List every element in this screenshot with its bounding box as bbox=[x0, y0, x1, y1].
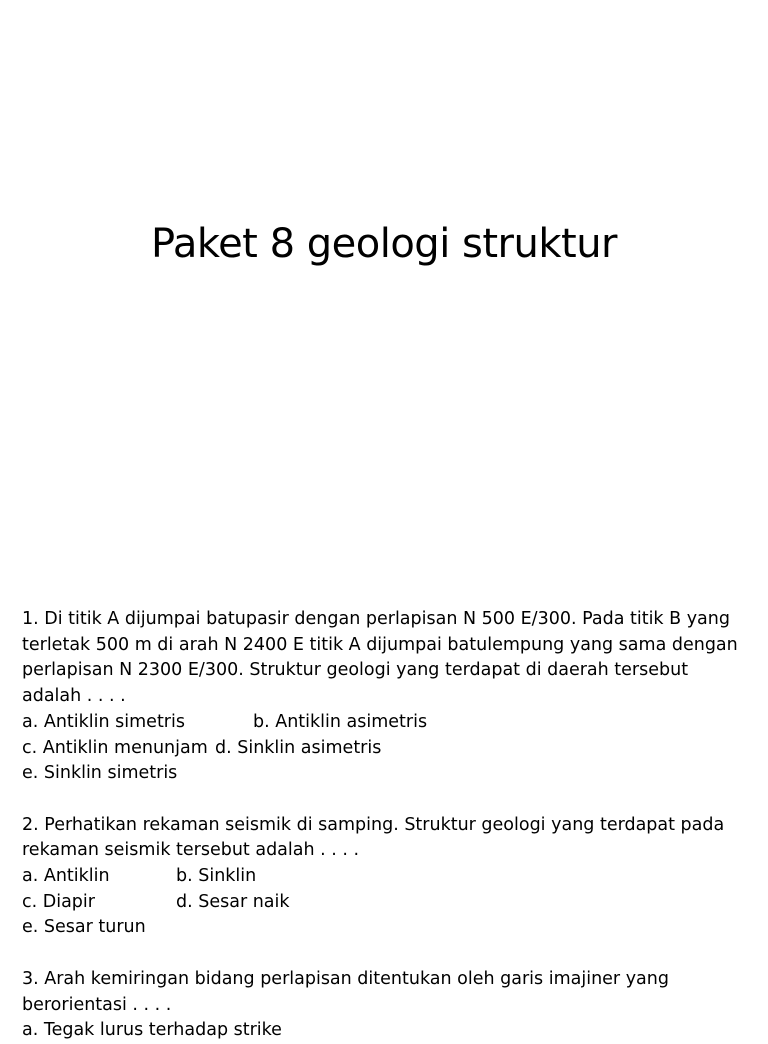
slide-title: Paket 8 geologi struktur bbox=[151, 221, 617, 267]
question-2-option-a: a. Antiklin bbox=[22, 866, 110, 887]
spacer bbox=[22, 787, 746, 813]
question-1-text: 1. Di titik A dijumpai batupasir dengan perlapisan N 500 E/300. Pada titik B yang terletak 500 m di arah N 2400 E titik A dijumpai batulempung yang sama dengan perlapisan N 2300 E/300. Struktur geologi yang terdapat di daerah tersebut adalah . . . . bbox=[22, 609, 738, 707]
question-1 bbox=[22, 607, 746, 787]
question-3 bbox=[22, 967, 746, 1041]
question-list bbox=[22, 607, 746, 1041]
question-2-option-e: e. Sesar turun bbox=[22, 917, 146, 938]
question-2 bbox=[22, 813, 746, 942]
question-2-option-c: c. Diapir bbox=[22, 891, 95, 912]
question-2-option-b: b. Sinklin bbox=[176, 866, 257, 887]
question-1-options-row-2 bbox=[22, 736, 746, 762]
question-2-text: 2. Perhatikan rekaman seismik di samping. Struktur geologi yang terdapat pada rekaman seismik tersebut adalah . . . . bbox=[22, 814, 725, 861]
question-2-option-d: d. Sesar naik bbox=[176, 891, 290, 912]
question-1-options-row-1 bbox=[22, 710, 746, 736]
question-3-options-row-1 bbox=[22, 1018, 746, 1041]
question-2-options-row-3 bbox=[22, 915, 746, 941]
question-1-options-row-3 bbox=[22, 761, 746, 787]
question-3-option-a: a. Tegak lurus terhadap strike bbox=[22, 1020, 282, 1041]
question-3-text: 3. Arah kemiringan bidang perlapisan ditentukan oleh garis imajiner yang berorientasi . . . . bbox=[22, 968, 669, 1015]
question-1-option-c: c. Antiklin menunjam bbox=[22, 737, 208, 758]
question-1-option-e: e. Sinklin simetris bbox=[22, 763, 178, 784]
question-2-options-row-1 bbox=[22, 864, 746, 890]
question-1-option-b: b. Antiklin asimetris bbox=[253, 711, 428, 732]
question-2-options-row-2 bbox=[22, 890, 746, 916]
spacer bbox=[22, 941, 746, 967]
question-1-option-a: a. Antiklin simetris bbox=[22, 711, 185, 732]
question-1-option-d: d. Sinklin asimetris bbox=[215, 737, 382, 758]
